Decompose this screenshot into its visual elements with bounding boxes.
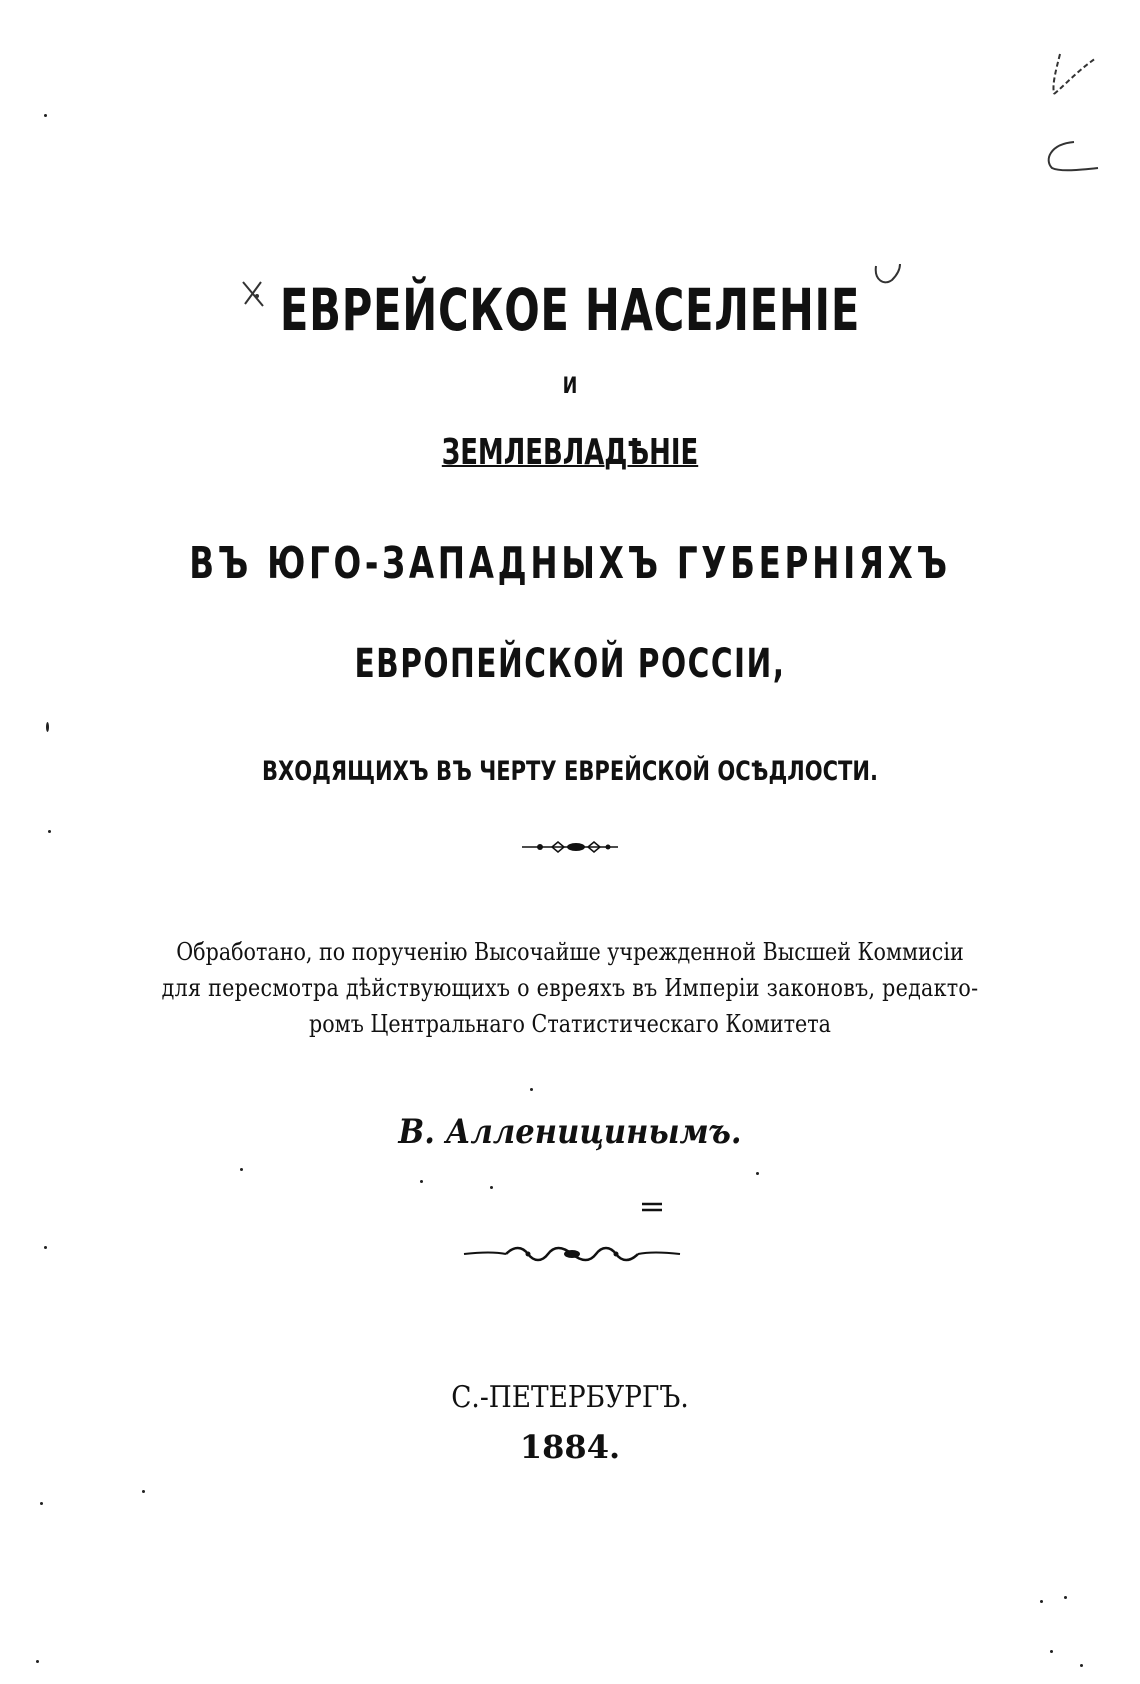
title-line-1: ЕВРЕЙСКОЕ НАСЕЛЕНІЕ [279,276,861,344]
ornament-divider-small [520,837,620,857]
title-line-5: ВХОДЯЩИХЪ ВЪ ЧЕРТУ ЕВРЕЙСКОЙ ОСѢДЛОСТИ. [261,756,879,787]
scan-speck [240,1168,243,1171]
title-conjunction: И [562,374,578,399]
ornament-divider-large [462,1242,682,1266]
scan-speck [44,114,47,117]
description-line-3: ромъ Центральнаго Статистическаго Комитета [309,1010,831,1038]
title-line-3: ВЪ ЮГО-ЗАПАДНЫХЪ ГУБЕРНІЯХЪ [189,538,951,589]
scan-speck [48,830,51,833]
scan-speck [1080,1664,1083,1667]
publication-year: 1884. [519,1428,621,1466]
scan-speck [36,1660,39,1663]
title-line-2: ЗЕМЛЕВЛАДѢНІЕ [441,432,699,473]
handwritten-mark-top-right [1042,50,1102,110]
author-name: В. Алленицинымъ. [398,1112,742,1152]
scan-speck [46,722,49,732]
description-line-2: для пересмотра дѣйствующихъ о евреяхъ въ Имперіи законовъ, редакто- [161,974,979,1002]
scan-speck [490,1186,493,1189]
description-line-1: Обработано, по порученію Высочайше учрежденной Высшей Коммисіи [176,938,964,966]
scan-speck [40,1502,43,1505]
handwritten-equals-mark [640,1199,664,1215]
publication-city: С.-ПЕТЕРБУРГЪ. [451,1380,689,1415]
scan-speck [1064,1596,1067,1599]
handwritten-mark-c [1040,138,1100,178]
scan-speck [44,1246,47,1249]
scan-speck [420,1180,423,1183]
scan-speck [530,1088,533,1091]
scan-speck [756,1172,759,1175]
scan-speck [1050,1650,1053,1653]
scan-speck [1040,1600,1043,1603]
scan-speck [142,1490,145,1493]
title-line-4: ЕВРОПЕЙСКОЙ РОССІИ, [354,641,786,687]
